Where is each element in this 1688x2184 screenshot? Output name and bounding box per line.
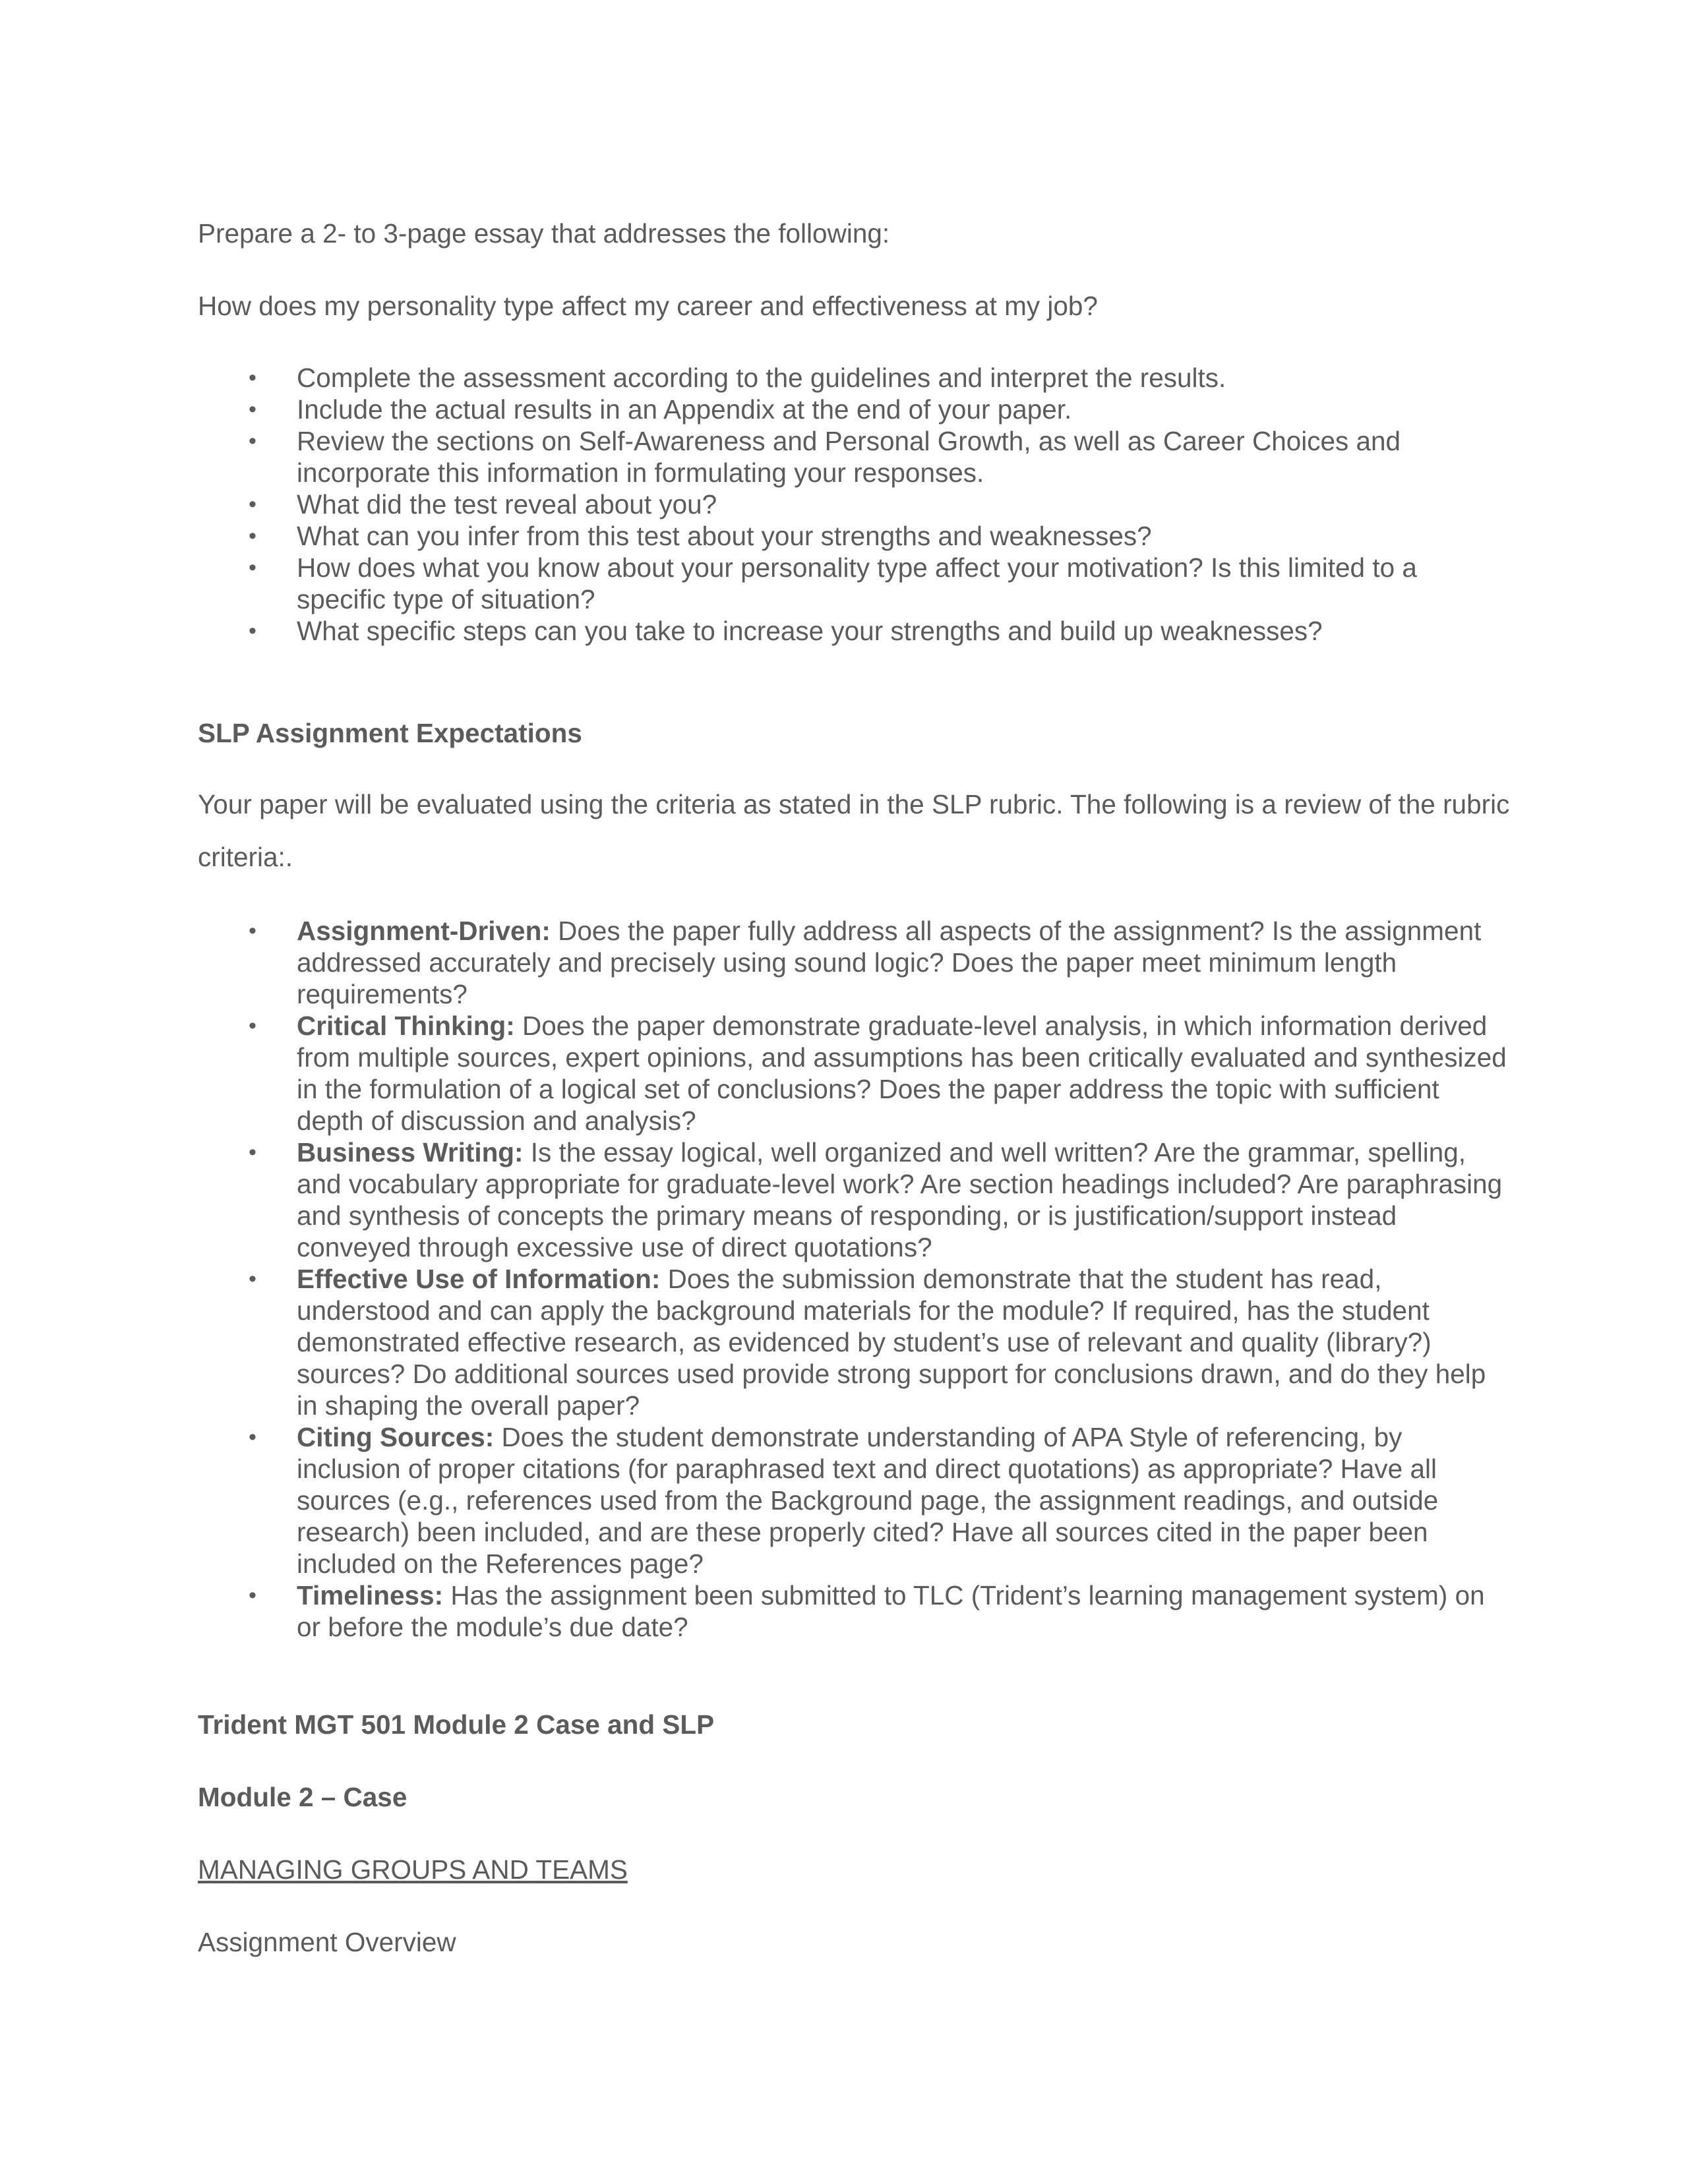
- list-item: • How does what you know about your personality type affect your motivation? Is this limited to a specific type of situation?: [249, 552, 1417, 614]
- expectations-heading: SLP Assignment Expectations: [198, 718, 582, 748]
- rubric-intro: Your paper will be evaluated using the criteria as stated in the SLP rubric. The following is a review of the rubric criteria:.: [198, 789, 1510, 872]
- list-item: [198, 1010, 1510, 1136]
- criterion-term: Business Writing:: [297, 1137, 524, 1167]
- task-list: [198, 362, 1510, 647]
- bullet-icon: •: [249, 1266, 256, 1291]
- criterion-term: Timeliness:: [297, 1580, 444, 1610]
- criterion-term: Critical Thinking:: [297, 1011, 515, 1041]
- bullet-icon: •: [249, 555, 256, 580]
- criterion-term: Effective Use of Information:: [297, 1264, 661, 1294]
- list-item: • What did the test reveal about you?: [249, 489, 717, 519]
- list-item: • Include the actual results in an Appendix at the end of your paper.: [249, 394, 1072, 425]
- essay-question: How does my personality type affect my career and effectiveness at my job?: [198, 291, 1098, 321]
- bullet-icon: •: [249, 1013, 256, 1038]
- course-title: Trident MGT 501 Module 2 Case and SLP: [198, 1709, 715, 1740]
- bullet-icon: •: [249, 1140, 256, 1165]
- criterion-term: Assignment-Driven:: [297, 916, 551, 946]
- bullet-icon: •: [249, 397, 256, 422]
- criterion-text: Does the paper fully address all aspects of the assignment? Is the assignment addressed accurately and precisely using sound logic? Does the paper meet minimum length requirements?: [297, 916, 1482, 1009]
- list-item: [198, 1136, 1510, 1263]
- list-item: [198, 1421, 1510, 1579]
- bullet-icon: •: [249, 1425, 256, 1450]
- criterion-text: Does the submission demonstrate that the student has read, understood and can apply the background materials for the module? If required, has the student demonstrated effective research, as evidenced by student’s use of relevant and quality (library?) sources? Do additional sources used provide strong support for conclusions drawn, and do they help in shaping the overall paper?: [297, 1264, 1486, 1421]
- bullet-icon: •: [249, 918, 256, 943]
- bullet-icon: •: [249, 523, 256, 548]
- criterion-text: Has the assignment been submitted to TLC (Trident’s learning management system) on or before the module’s due date?: [297, 1580, 1485, 1642]
- list-item: [198, 915, 1510, 1010]
- criteria-list: [198, 915, 1510, 1643]
- criterion-text: Does the paper demonstrate graduate-level analysis, in which information derived from multiple sources, expert opinions, and assumptions has been critically evaluated and synthesized in the formulation of a logical set of conclusions? Does the paper address the topic with sufficient depth of discussion and analysis?: [297, 1011, 1507, 1136]
- list-item: • What can you infer from this test about your strengths and weaknesses?: [249, 521, 1152, 551]
- criterion-text: Is the essay logical, well organized and well written? Are the grammar, spelling, and vocabulary appropriate for graduate-level work? Are section headings included? Are paraphrasing and synthesis of concepts the primary means of responding, or is justification/support instead conveyed through excessive use of direct quotations?: [297, 1137, 1503, 1262]
- bullet-icon: •: [249, 365, 256, 390]
- list-item: [198, 1579, 1510, 1643]
- bullet-icon: •: [249, 492, 256, 517]
- overview-heading: Assignment Overview: [198, 1927, 456, 1957]
- case-heading: Module 2 – Case: [198, 1782, 407, 1812]
- prepare-instruction: Prepare a 2- to 3-page essay that addresses the following:: [198, 218, 890, 249]
- criterion-text: Does the student demonstrate understanding of APA Style of referencing, by inclusion of proper citations (for paraphrased text and direct quotations) as appropriate? Have all sources (e.g., references used from the Background page, the assignment readings, and outside research) been included, and are these properly cited? Have all sources cited in the paper been included on the References page?: [297, 1422, 1439, 1579]
- list-item: • Review the sections on Self-Awareness and Personal Growth, as well as Career Choices and incorporate this information in formulating your responses.: [249, 426, 1401, 488]
- criterion-term: Citing Sources:: [297, 1422, 495, 1452]
- bullet-icon: •: [249, 618, 256, 643]
- list-item: • Complete the assessment according to the guidelines and interpret the results.: [249, 363, 1226, 393]
- bullet-icon: •: [249, 428, 256, 454]
- list-item: • What specific steps can you take to increase your strengths and build up weaknesses?: [249, 616, 1323, 646]
- topic-heading: MANAGING GROUPS AND TEAMS: [198, 1854, 628, 1885]
- bullet-icon: •: [249, 1583, 256, 1608]
- list-item: [198, 1263, 1510, 1421]
